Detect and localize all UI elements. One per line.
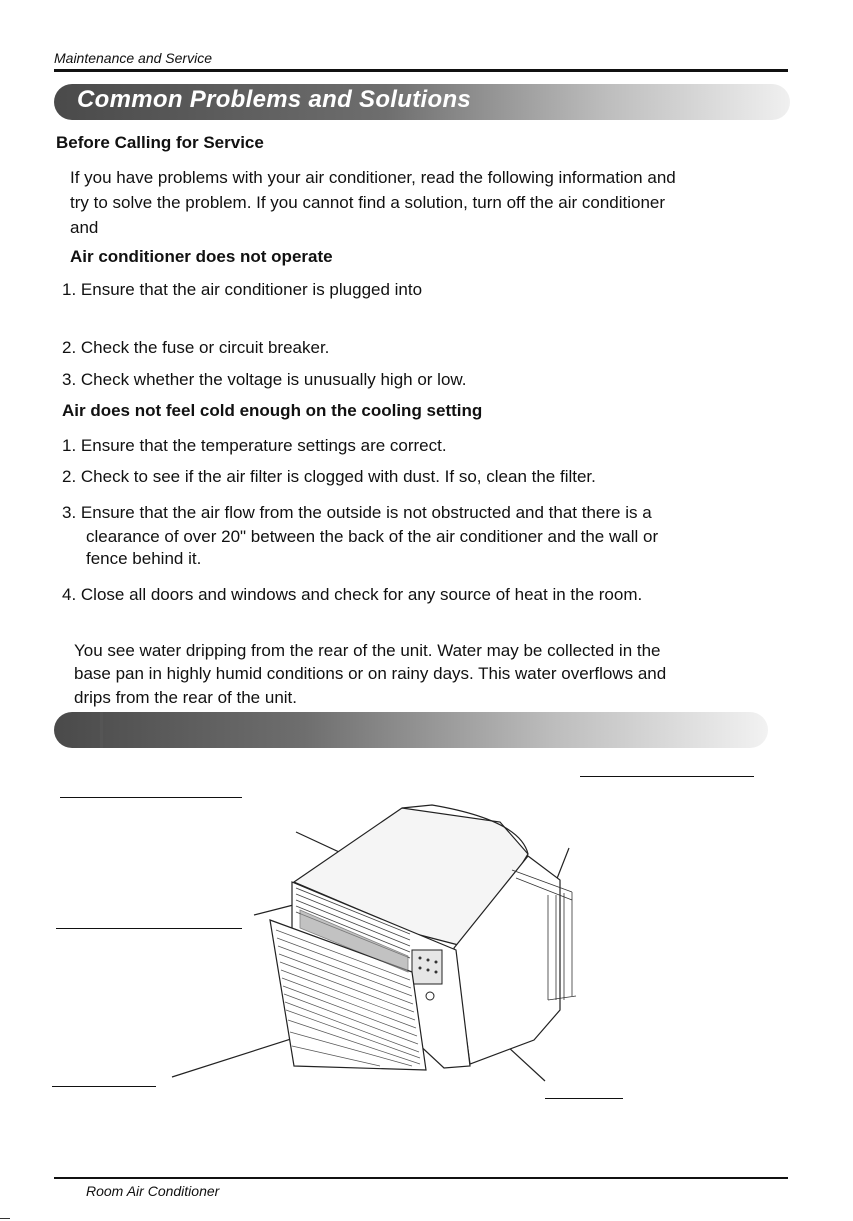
banner-title: Common Problems and Solutions xyxy=(77,86,472,113)
section-label: Maintenance and Service xyxy=(54,50,212,66)
problem2-item: clearance of over 20" between the back of the air conditioner and the wall or xyxy=(86,527,659,546)
water-line: You see water dripping from the rear of the unit. Water may be collected in the xyxy=(74,641,661,660)
problem2-item: fence behind it. xyxy=(86,549,202,568)
problem-heading: Air conditioner does not operate xyxy=(70,247,333,266)
problem2-item: 3. Ensure that the air flow from the outside is not obstructed and that there is a xyxy=(62,503,652,522)
footer-rule xyxy=(54,1177,788,1179)
problem1-item: 1. Ensure that the air conditioner is plugged into xyxy=(62,280,423,299)
corner-mark xyxy=(0,1218,10,1219)
water-line: drips from the rear of the unit. xyxy=(74,688,297,707)
before-calling-heading: Before Calling for Service xyxy=(56,133,264,152)
problem2-item: 1. Ensure that the temperature settings are correct. xyxy=(62,436,447,455)
problem1-item: 2. Check the fuse or circuit breaker. xyxy=(62,338,330,357)
problem-heading: Air does not feel cold enough on the cooling setting xyxy=(62,401,483,420)
intro-line: If you have problems with your air conditioner, read the following information and xyxy=(70,168,676,187)
problem2-item: 4. Close all doors and windows and check for any source of heat in the room. xyxy=(62,585,643,604)
footer-title: Room Air Conditioner xyxy=(86,1183,220,1199)
problem1-item: 3. Check whether the voltage is unusually high or low. xyxy=(62,370,467,389)
intro-line: try to solve the problem. If you cannot find a solution, turn off the air conditioner xyxy=(70,193,666,212)
water-line: base pan in highly humid conditions or on rainy days. This water overflows and xyxy=(74,664,667,683)
problem2-item: 2. Check to see if the air filter is clogged with dust. If so, clean the filter. xyxy=(62,467,596,486)
intro-line: and xyxy=(70,218,99,237)
